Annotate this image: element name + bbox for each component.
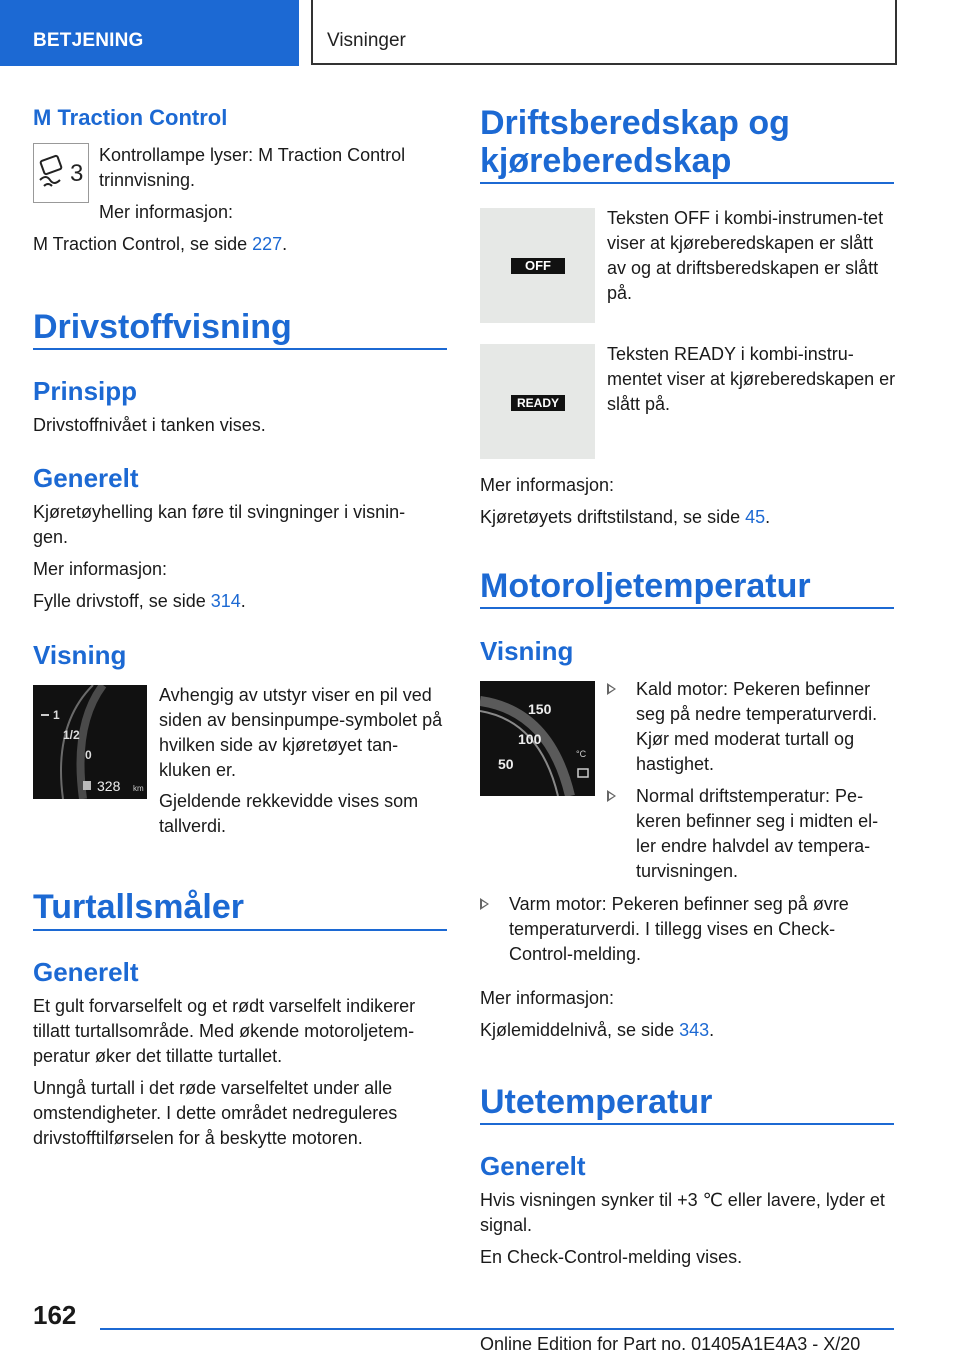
drivstoff-generelt-text: Kjøretøyhelling kan føre til svingninger i visnin-gen. — [33, 502, 406, 547]
kjolemiddel-ref-text: Kjølemiddelnivå, se side — [480, 1020, 680, 1040]
turtall-rule — [33, 929, 447, 931]
oil-label-50: 50 — [498, 756, 514, 772]
turtall-heading: Turtallsmåler — [33, 888, 245, 926]
drift-rule — [480, 182, 894, 184]
kjolemiddel-ref-end: . — [709, 1020, 715, 1040]
prinsipp-heading: Prinsipp — [33, 376, 138, 406]
drift-more: Mer informasjon: — [480, 475, 615, 495]
header-chapter-label: Visninger — [327, 30, 406, 51]
mtc-ref-end: . — [282, 234, 288, 254]
mtc-icon-label: 3 — [70, 160, 84, 187]
fuel-label-empty: 0 — [85, 748, 92, 762]
oil-can-icon — [578, 769, 588, 777]
ute-rule — [480, 1123, 894, 1125]
ready-text: Teksten READY i kombi-instru-mentet viser at kjøreberedskapen er slått på. — [607, 344, 896, 414]
oil-list-item-cold — [607, 677, 897, 777]
oil-list-item-cold-text: Kald motor: Pekeren befinner seg på nedre temperaturverdi. Kjør med moderat turtall og hastighet. — [636, 679, 878, 774]
oil-list-item-hot — [480, 892, 894, 967]
motorolje-visning-heading: Visning — [480, 636, 574, 666]
fuel-gauge-graphic — [33, 685, 147, 799]
footer-rule — [100, 1328, 894, 1330]
bullet-triangle-icon — [607, 790, 616, 802]
turtall-text2: Unngå turtall i det røde varselfeltet under alle omstendigheter. I dette området nedreguleres drivstofftilførselen for å beskytte motoren. — [33, 1078, 398, 1148]
mtc-heading: M Traction Control — [33, 105, 228, 130]
rekkevidde-text: Gjeldende rekkevidde vises som tallverdi. — [159, 791, 419, 836]
fylle-ref-link[interactable]: 314 — [210, 591, 241, 611]
motorolje-rule — [480, 607, 894, 609]
drivstoff-generelt-reference — [33, 589, 246, 614]
drivstoff-heading: Drivstoffvisning — [33, 308, 292, 346]
turtall-generelt-heading: Generelt — [33, 957, 139, 987]
fuel-range-unit: km — [133, 784, 144, 793]
drift-reference — [480, 505, 770, 530]
motorolje-heading: Motoroljetemperatur — [480, 567, 811, 605]
drivstoff-generelt-heading: Generelt — [33, 463, 139, 493]
off-badge: OFF — [511, 258, 565, 274]
drift-ref-end: . — [765, 507, 771, 527]
bullet-triangle-icon — [480, 898, 489, 910]
ready-display-image — [480, 344, 595, 459]
oil-temp-gauge-image — [480, 681, 595, 796]
oil-label-150: 150 — [528, 701, 552, 717]
kjolemiddel-ref-link[interactable]: 343 — [679, 1020, 710, 1040]
turtall-text1: Et gult forvarselfelt og et rødt varselfelt indikerer tillatt turtallsområde. Med økende motoroljetem-peratur øker det tillatte turtallet. — [33, 996, 416, 1066]
fylle-ref-end: . — [240, 591, 246, 611]
oil-label-100: 100 — [518, 731, 542, 747]
ute-text2: En Check-Control-melding vises. — [480, 1247, 743, 1267]
drift-ref-text: Kjøretøyets driftstilstand, se side — [480, 507, 746, 527]
mtc-indicator-icon — [33, 143, 89, 203]
traction-control-icon — [34, 144, 88, 202]
ute-generelt-heading: Generelt — [480, 1151, 586, 1181]
mtc-more: Mer informasjon: — [99, 202, 234, 222]
mtc-ref-link[interactable]: 227 — [252, 234, 283, 254]
header-chapter-tab — [311, 0, 897, 65]
oil-temp-gauge-graphic — [480, 681, 595, 796]
mtc-reference — [33, 232, 287, 257]
motorolje-more: Mer informasjon: — [480, 988, 615, 1008]
drivstoff-visning-text: Avhengig av utstyr viser en pil ved siden av bensinpumpe-symbolet på hvilken side av kjøretøyet tan-kluken er. — [159, 685, 443, 780]
oil-list-item-normal-text: Normal driftstemperatur: Pe-keren befinner seg i midten el-ler endre halvdel av tempera-turvisningen. — [636, 786, 879, 881]
motorolje-reference — [480, 1018, 714, 1043]
off-text: Teksten OFF i kombi-instrumen-tet viser at kjøreberedskapen er slått av og at driftsberedskapen er slått på. — [607, 208, 884, 303]
drift-heading-line1: Driftsberedskap og — [480, 104, 790, 142]
drivstoff-generelt-more: Mer informasjon: — [33, 559, 168, 579]
drivstoff-rule — [33, 348, 447, 350]
oil-list-item-normal — [607, 784, 897, 884]
oil-unit-label: °C — [576, 749, 587, 759]
fuel-label-full: 1 — [53, 708, 60, 722]
ute-text1: Hvis visningen synker til +3 ℃ eller lavere, lyder et signal. — [480, 1190, 885, 1235]
oil-list-item-hot-text: Varm motor: Pekeren befinner seg på øvre temperaturverdi. I tillegg vises en Check-Control-melding. — [509, 894, 849, 964]
fuel-gauge-image — [33, 685, 147, 799]
header-section-tab — [0, 0, 299, 66]
bullet-triangle-icon — [607, 683, 616, 695]
fuel-pump-icon — [83, 781, 91, 790]
drift-ref-link[interactable]: 45 — [745, 507, 766, 527]
ute-heading: Utetemperatur — [480, 1083, 713, 1121]
mtc-text: Kontrollampe lyser: M Traction Control trinnvisning. — [99, 145, 406, 190]
fylle-ref-text: Fylle drivstoff, se side — [33, 591, 211, 611]
page-number: 162 — [33, 1300, 77, 1330]
fuel-label-half: 1/2 — [63, 728, 80, 742]
drivstoff-visning-text2-line1 — [159, 789, 449, 839]
drivstoff-visning-heading: Visning — [33, 640, 127, 670]
ready-badge: READY — [511, 395, 565, 411]
drift-heading-line2: kjøreberedskap — [480, 142, 732, 180]
footer-edition: Online Edition for Part no. 01405A1E4A3 - X/20 — [480, 1334, 861, 1354]
prinsipp-text: Drivstoffnivået i tanken vises. — [33, 415, 266, 435]
off-display-image — [480, 208, 595, 323]
mtc-ref-text: M Traction Control, se side — [33, 234, 253, 254]
header-section-label: BETJENING — [33, 30, 144, 51]
fuel-range-value: 328 — [97, 778, 121, 794]
